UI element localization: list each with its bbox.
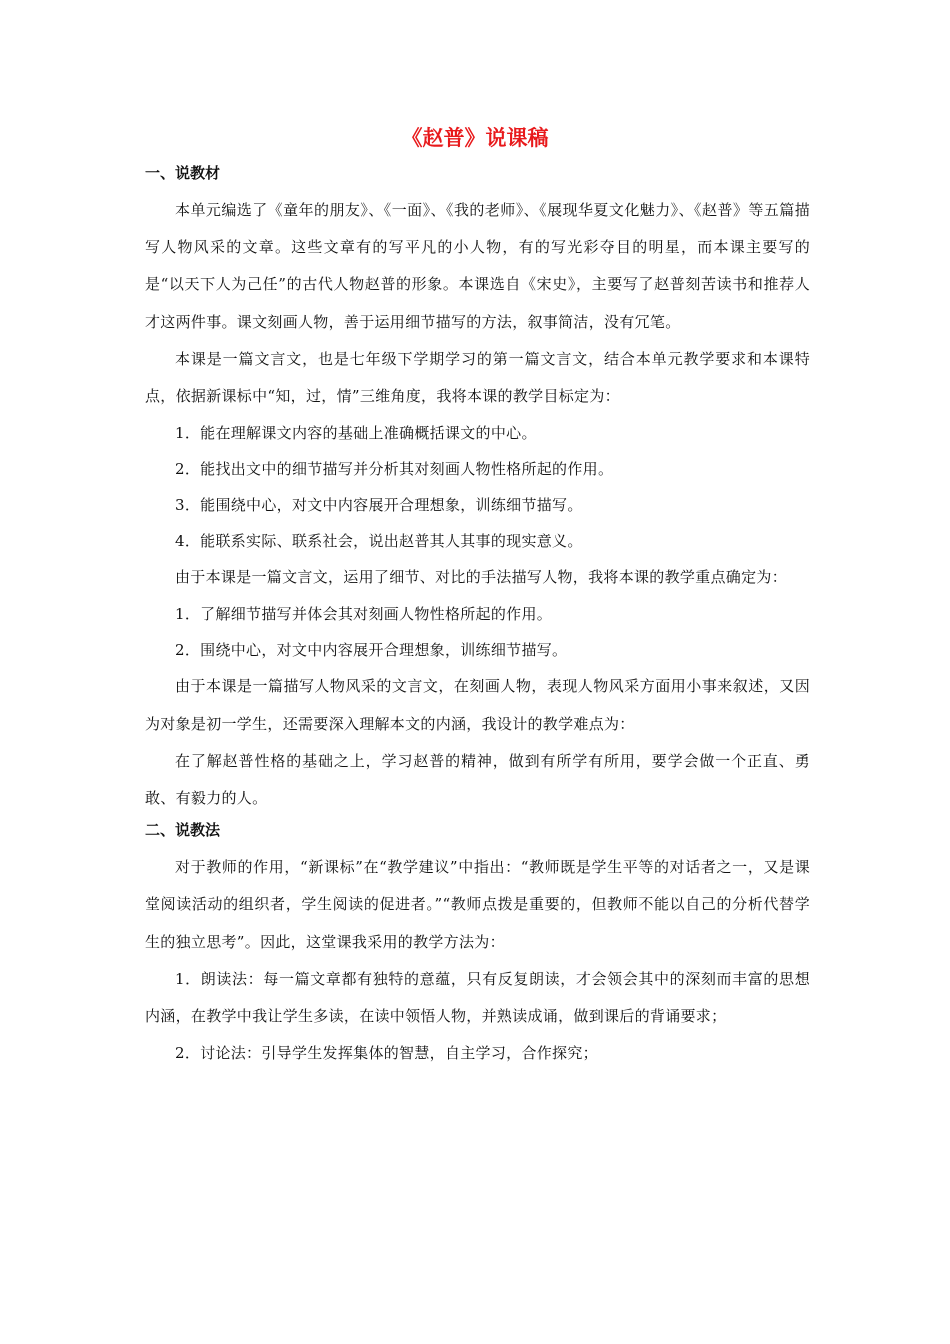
page-title: 《赵普》说课稿 [401,126,549,150]
list-item-keypoint-2: 2．围绕中心，对文中内容展开合理想象，训练细节描写。 [175,641,568,660]
paragraph-teaching-goals-intro: 本课是一篇文言文，也是七年级下学期学习的第一篇文言文，结合本单元教学要求和本课特点，依据新课标中“知，过，情”三维角度，我将本课的教学目标定为： [145,349,810,406]
list-item-goal-4: 4．能联系实际、联系社会，说出赵普其人其事的现实意义。 [175,532,583,551]
list-item-goal-2: 2．能找出文中的细节描写并分析其对刻画人物性格所起的作用。 [175,460,614,479]
list-item-keypoint-1: 1．了解细节描写并体会其对刻画人物性格所起的作用。 [175,605,553,624]
list-item-method-1: 1．朗读法：每一篇文章都有独特的意蕴，只有反复朗读，才会领会其中的深刻而丰富的思想内涵，在教学中我让学生多读，在读中领悟人物，并熟读成诵，做到课后的背诵要求； [145,969,810,1026]
paragraph-key-points-intro: 由于本课是一篇文言文，运用了细节、对比的手法描写人物，我将本课的教学重点确定为： [175,568,788,587]
list-item-method-2: 2．讨论法：引导学生发挥集体的智慧，自主学习，合作探究； [175,1044,598,1063]
section-heading-textbook: 一、说教材 [145,164,221,182]
paragraph-difficulty: 在了解赵普性格的基础之上，学习赵普的精神，做到有所学有所用，要学会做一个正直、勇敢、有毅力的人。 [145,751,810,808]
paragraph-unit-intro: 本单元编选了《童年的朋友》、《一面》、《我的老师》、《展现华夏文化魅力》、《赵普》等五篇描写人物风采的文章。这些文章有的写平凡的小人物，有的写光彩夺目的明星，而本课主要写的是“以天下人为己任”的古代人物赵普的形象。本课选自《宋史》，主要写了赵普刻苦读书和推荐人才这两件事。课文刻画人物，善于运用细节描写的方法，叙事简洁，没有冗笔。 [145,201,810,331]
list-item-goal-3: 3．能围绕中心，对文中内容展开合理想象，训练细节描写。 [175,496,583,515]
document-body [145,160,810,1072]
paragraph-methods-intro: 对于教师的作用，“新课标”在“教学建议”中指出：“教师既是学生平等的对话者之一，又是课堂阅读活动的组织者，学生阅读的促进者。”“教师点拨是重要的，但教师不能以自己的分析代替学生的独立思考”。因此，这堂课我采用的教学方法为： [145,858,810,951]
section-heading-methods: 二、说教法 [145,821,221,840]
paragraph-difficulty-intro: 由于本课是一篇描写人物风采的文言文，在刻画人物，表现人物风采方面用小事来叙述，又因为对象是初一学生，还需要深入理解本文的内涵，我设计的教学难点为： [145,677,810,733]
list-item-goal-1: 1．能在理解课文内容的基础上准确概括课文的中心。 [175,424,537,443]
